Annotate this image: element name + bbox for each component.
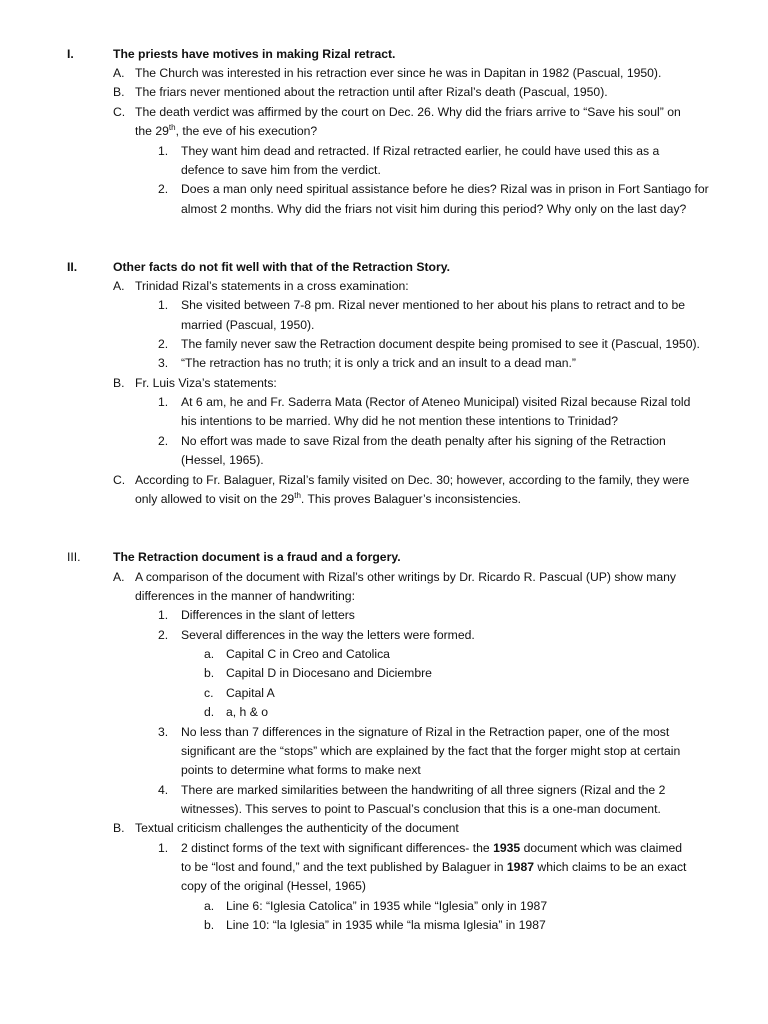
subitem-text: At 6 am, he and Fr. Saderra Mata (Rector of Ateneo Municipal) visited Rizal because Rizal told [181, 395, 691, 409]
subitem-text: No less than 7 differences in the signature of Rizal in the Retraction paper, one of the most [181, 725, 670, 739]
subitem-text: copy of the original (Hessel, 1965) [181, 879, 366, 893]
subsub-text: Capital D in Diocesano and Diciembre [226, 666, 432, 680]
subitem-marker: 2. [158, 182, 169, 196]
section-2-numeral: II. [67, 260, 78, 274]
subsub-text: Line 10: “la Iglesia” in 1935 while “la misma Iglesia” in 1987 [226, 918, 546, 932]
subitem-marker: 1. [158, 298, 169, 312]
subitem-marker: 2. [158, 434, 169, 448]
subitem-marker: 2. [158, 337, 169, 351]
subitem-marker: 1. [158, 841, 169, 855]
subitem-marker: 3. [158, 725, 169, 739]
subitem-text: No effort was made to save Rizal from the death penalty after his signing of the Retraction [181, 434, 666, 448]
subitem-text: points to determine what forms to make next [181, 763, 421, 777]
subitem-text: significant are the “stops” which are explained by the fact that the forger might stop at certain [181, 744, 681, 758]
subitem-text: witnesses). This serves to point to Pascual’s conclusion that this is a one-man document. [181, 802, 661, 816]
item-marker: C. [113, 105, 126, 119]
item-text: differences in the manner of handwriting: [135, 589, 355, 603]
subitem-text: defence to save him from the verdict. [181, 163, 381, 177]
subitem-marker: 1. [158, 608, 169, 622]
subsub-text: Capital C in Creo and Catolica [226, 647, 390, 661]
subsub-marker: d. [204, 705, 215, 719]
subsub-marker: a. [204, 647, 215, 661]
subsub-marker: a. [204, 899, 215, 913]
subsub-marker: b. [204, 918, 215, 932]
item-marker: B. [113, 376, 125, 390]
item-text: Textual criticism challenges the authenticity of the document [135, 821, 459, 835]
item-marker: A. [113, 66, 125, 80]
subitem-text: married (Pascual, 1950). [181, 318, 315, 332]
subitem-text: his intentions to be married. Why did he not mention these intentions to Trinidad? [181, 414, 618, 428]
subitem-marker: 3. [158, 356, 169, 370]
subitem-text: There are marked similarities between the handwriting of all three signers (Rizal and the 2 [181, 783, 666, 797]
subitem-marker: 1. [158, 144, 169, 158]
subitem-text: Does a man only need spiritual assistance before he dies? Rizal was in prison in Fort Santiago for [181, 182, 709, 196]
item-text-continued: the 29th, the eve of his execution? [135, 123, 318, 138]
item-text: According to Fr. Balaguer, Rizal’s family visited on Dec. 30; however, according to the family, they were [135, 473, 690, 487]
subitem-marker: 1. [158, 395, 169, 409]
item-text: Trinidad Rizal’s statements in a cross examination: [135, 279, 409, 293]
item-marker: B. [113, 85, 125, 99]
section-3-heading: The Retraction document is a fraud and a forgery. [113, 550, 401, 564]
item-marker: C. [113, 473, 126, 487]
item-text: The friars never mentioned about the retraction until after Rizal’s death (Pascual, 1950). [135, 85, 608, 99]
subitem-text: Several differences in the way the letters were formed. [181, 628, 475, 642]
subitem-text: Differences in the slant of letters [181, 608, 355, 622]
subitem-text: to be “lost and found,” and the text published by Balaguer in 1987 which claims to be an exact [181, 860, 687, 874]
subsub-text: Capital A [226, 686, 275, 700]
subitem-text: The family never saw the Retraction document despite being promised to see it (Pascual, 1950). [181, 337, 700, 351]
subitem-text: (Hessel, 1965). [181, 453, 264, 467]
subsub-text: a, h & o [226, 705, 269, 719]
item-marker: A. [113, 570, 125, 584]
item-marker: A. [113, 279, 125, 293]
item-marker: B. [113, 821, 125, 835]
subitem-marker: 2. [158, 628, 169, 642]
subitem-text: They want him dead and retracted. If Rizal retracted earlier, he could have used this as a [181, 144, 660, 158]
subitem-marker: 4. [158, 783, 169, 797]
subitem-text: almost 2 months. Why did the friars not visit him during this period? Why only on the last day? [181, 202, 687, 216]
item-text: The Church was interested in his retraction ever since he was in Dapitan in 1982 (Pascual, 1950). [135, 66, 662, 80]
section-1-numeral: I. [67, 47, 74, 61]
section-1-heading: The priests have motives in making Rizal retract. [113, 47, 396, 61]
item-text-continued: only allowed to visit on the 29th. This proves Balaguer’s inconsistencies. [135, 491, 522, 506]
subitem-text: “The retraction has no truth; it is only a trick and an insult to a dead man.” [181, 356, 576, 370]
subitem-text: She visited between 7-8 pm. Rizal never mentioned to her about his plans to retract and to be [181, 298, 686, 312]
item-text: A comparison of the document with Rizal’s other writings by Dr. Ricardo R. Pascual (UP) show many [135, 570, 676, 584]
subsub-marker: b. [204, 666, 215, 680]
section-2-heading: Other facts do not fit well with that of the Retraction Story. [113, 260, 450, 274]
item-text: Fr. Luis Viza’s statements: [135, 376, 277, 390]
subitem-text: 2 distinct forms of the text with significant differences- the 1935 document which was claimed [181, 841, 683, 855]
section-3-numeral: III. [67, 550, 81, 564]
subsub-marker: c. [204, 686, 214, 700]
subsub-text: Line 6: “Iglesia Catolica” in 1935 while “Iglesia” only in 1987 [226, 899, 548, 913]
item-text: The death verdict was affirmed by the court on Dec. 26. Why did the friars arrive to “Save his soul” on [135, 105, 681, 119]
